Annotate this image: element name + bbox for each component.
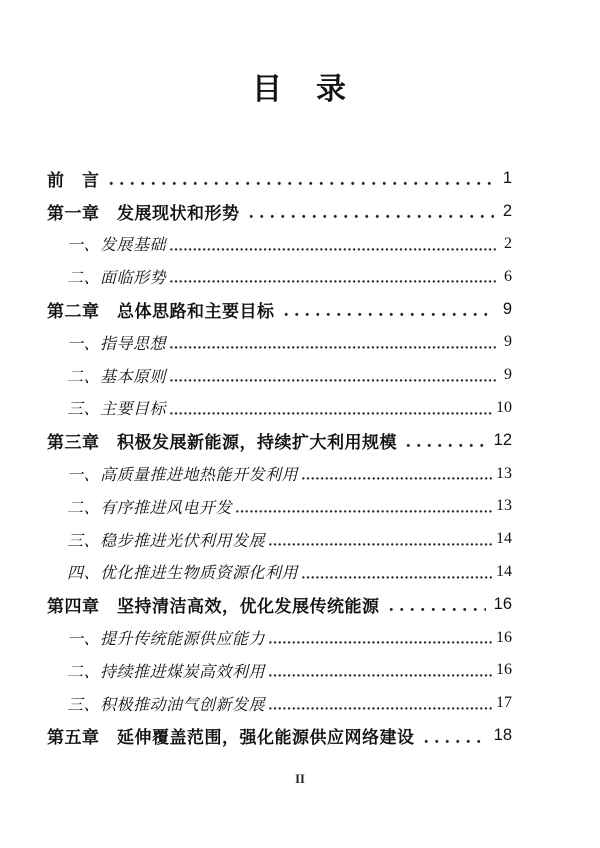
dot-leader: [268, 523, 492, 556]
toc-entry-page: 16: [496, 661, 512, 679]
toc-entry-page: 2: [504, 234, 512, 252]
toc-entry-label: 三、主要目标: [67, 401, 167, 419]
toc-entry-page: 18: [493, 726, 512, 745]
toc-entry-page: 14: [496, 562, 512, 580]
toc-entry: [47, 490, 512, 523]
toc-entry: [47, 621, 512, 654]
dot-leader: [246, 195, 495, 228]
toc-entry: [47, 687, 512, 720]
toc-entry-page: 9: [504, 366, 512, 384]
toc-entry: [47, 326, 512, 359]
toc-entry: [47, 523, 512, 556]
toc-entry: [47, 260, 512, 293]
toc-entry-label: 四、优化推进生物质资源化利用: [67, 565, 299, 583]
toc-entry: [47, 720, 512, 753]
dot-leader: [281, 293, 495, 326]
dot-leader: [106, 162, 495, 195]
toc-entry: [47, 424, 512, 457]
toc-entry-label: 二、有序推进风电开发: [67, 499, 233, 517]
toc-entry-page: 17: [496, 694, 512, 712]
toc-entry-label: 第三章 积极发展新能源，持续扩大利用规模: [47, 433, 397, 453]
dot-leader: [169, 228, 498, 261]
toc-entry-page: 6: [504, 267, 512, 285]
dot-leader: [169, 326, 498, 359]
toc-entry: [47, 228, 512, 261]
toc-entry-label: 三、积极推动油气创新发展: [67, 696, 266, 714]
page-title: 目 录: [252, 73, 348, 106]
toc-entry-label: 二、面临形势: [67, 270, 167, 288]
toc-list: [47, 162, 512, 752]
dot-leader: [235, 490, 492, 523]
toc-entry-label: 第二章 总体思路和主要目标: [47, 302, 275, 322]
toc-entry-page: 2: [502, 201, 512, 220]
toc-entry: [47, 195, 512, 228]
toc-entry-page: 1: [502, 168, 512, 187]
toc-entry: [47, 556, 512, 589]
dot-leader: [268, 687, 492, 720]
toc-entry: [47, 392, 512, 425]
toc-entry: [47, 162, 512, 195]
dot-leader: [301, 556, 492, 589]
toc-entry: [47, 293, 512, 326]
toc-entry-label: 第五章 延伸覆盖范围，强化能源供应网络建设: [47, 728, 415, 748]
toc-entry-label: 三、稳步推进光伏利用发展: [67, 532, 266, 550]
dot-leader: [421, 720, 486, 753]
toc-entry: [47, 654, 512, 687]
toc-entry-page: 12: [493, 431, 512, 450]
dot-leader: [301, 457, 492, 490]
toc-entry-page: 9: [502, 300, 512, 319]
toc-entry-label: 一、指导思想: [67, 335, 167, 353]
dot-leader: [386, 588, 486, 621]
toc-entry-label: 一、提升传统能源供应能力: [67, 631, 266, 649]
dot-leader: [169, 359, 498, 392]
toc-entry-page: 13: [496, 464, 512, 482]
toc-entry-label: 一、高质量推进地热能开发利用: [67, 467, 299, 485]
toc-entry-page: 16: [493, 595, 512, 614]
toc-entry-label: 二、持续推进煤炭高效利用: [67, 663, 266, 681]
dot-leader: [403, 424, 486, 457]
toc-entry: [47, 588, 512, 621]
footer-page-number: II: [295, 772, 305, 786]
toc-entry-page: 14: [496, 530, 512, 548]
dot-leader: [268, 621, 492, 654]
toc-entry-page: 13: [496, 497, 512, 515]
toc-entry-label: 一、发展基础: [67, 237, 167, 255]
toc-entry-label: 二、基本原则: [67, 368, 167, 386]
toc-entry-label: 第四章 坚持清洁高效，优化发展传统能源: [47, 597, 380, 617]
toc-entry: [47, 457, 512, 490]
dot-leader: [268, 654, 492, 687]
toc-entry-page: 16: [496, 628, 512, 646]
toc-entry-page: 10: [496, 398, 512, 416]
toc-entry-page: 9: [504, 333, 512, 351]
toc-entry-label: 第一章 发展现状和形势: [47, 203, 240, 223]
toc-entry: [47, 359, 512, 392]
dot-leader: [169, 392, 492, 425]
toc-entry-label: 前 言: [47, 170, 100, 190]
dot-leader: [169, 260, 498, 293]
